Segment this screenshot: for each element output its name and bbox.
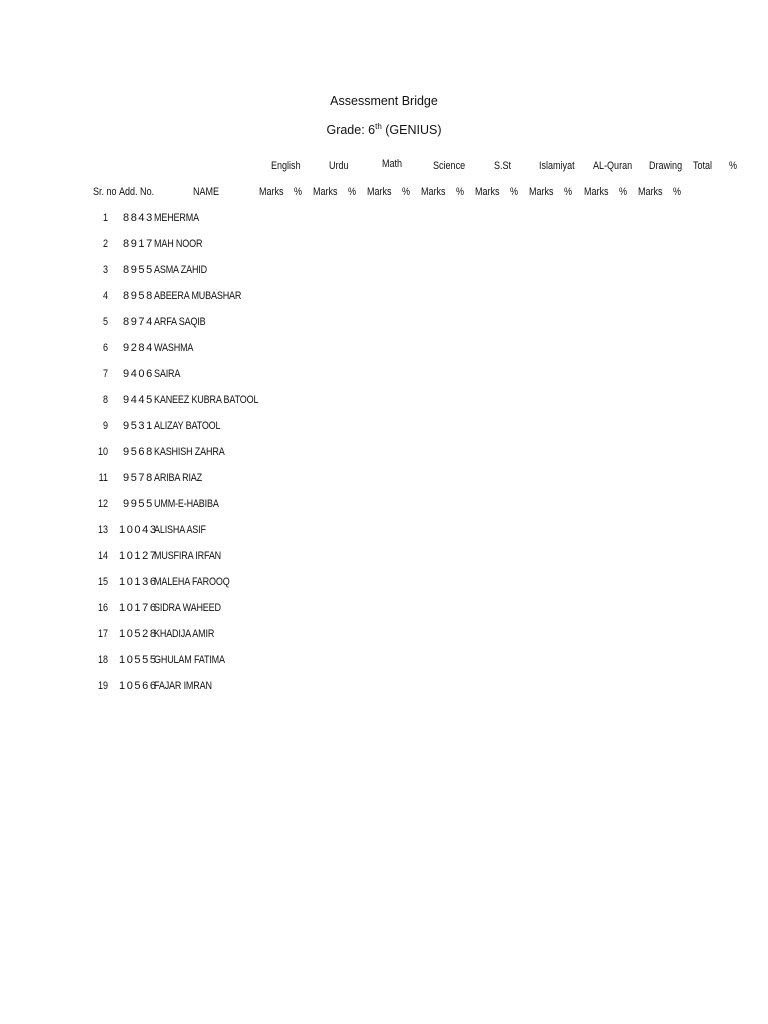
add-no-cell: 9284 <box>123 342 154 354</box>
student-name-cell: KANEEZ KUBRA BATOOL <box>154 394 259 406</box>
student-name-cell: UMM-E-HABIBA <box>154 498 219 510</box>
student-name-cell: ASMA ZAHID <box>154 264 207 276</box>
total-header: Total <box>693 160 713 172</box>
student-name-cell: SIDRA WAHEED <box>154 602 221 614</box>
student-name-cell: ARFA SAQIB <box>154 316 206 328</box>
sr-no-cell: 3 <box>102 264 108 276</box>
student-name-cell: WASHMA <box>154 342 194 354</box>
student-name-cell: MUSFIRA IRFAN <box>154 550 222 562</box>
marks-header: Marks <box>584 186 609 198</box>
subject-header: Drawing <box>649 160 683 172</box>
sr-no-cell: 1 <box>102 212 108 224</box>
sr-no-cell: 6 <box>102 342 108 354</box>
percent-header: % <box>402 186 411 198</box>
percent-header: % <box>294 186 303 198</box>
add-no-cell: 8958 <box>123 290 154 302</box>
marks-header: Marks <box>475 186 500 198</box>
subject-header: AL-Quran <box>593 160 633 172</box>
subject-header: Islamiyat <box>539 160 575 172</box>
add-no-cell: 10127 <box>119 550 158 562</box>
sr-no-cell: 18 <box>97 654 108 666</box>
sr-no-cell: 16 <box>97 602 108 614</box>
add-no-cell: 9531 <box>123 420 154 432</box>
total-percent-header: % <box>729 160 738 172</box>
add-no-cell: 10136 <box>119 576 158 588</box>
student-name-cell: KHADIJA AMIR <box>154 628 215 640</box>
add-no-header: Add. No. <box>119 186 155 198</box>
student-name-cell: ALISHA ASIF <box>154 524 206 536</box>
marks-header: Marks <box>421 186 446 198</box>
grade-superscript: th <box>375 121 382 131</box>
sr-no-cell: 5 <box>102 316 108 328</box>
sr-no-cell: 4 <box>102 290 108 302</box>
add-no-cell: 10176 <box>119 602 158 614</box>
student-name-cell: SAIRA <box>154 368 181 380</box>
student-name-cell: MAH NOOR <box>154 238 203 250</box>
sr-no-cell: 7 <box>102 368 108 380</box>
percent-header: % <box>564 186 573 198</box>
student-name-cell: MEHERMA <box>154 212 199 224</box>
student-name-cell: GHULAM FATIMA <box>154 654 225 666</box>
marks-header: Marks <box>529 186 554 198</box>
add-no-cell: 9955 <box>123 498 154 510</box>
sr-no-cell: 9 <box>102 420 108 432</box>
sr-no-cell: 10 <box>97 446 108 458</box>
student-name-cell: ALIZAY BATOOL <box>154 420 221 432</box>
sr-no-cell: 17 <box>97 628 108 640</box>
add-no-cell: 8955 <box>123 264 154 276</box>
add-no-cell: 9568 <box>123 446 154 458</box>
add-no-cell: 10528 <box>119 628 158 640</box>
page-title: Assessment Bridge <box>330 94 438 108</box>
grade-line <box>0 123 768 137</box>
sr-no-cell: 15 <box>97 576 108 588</box>
sr-no-cell: 2 <box>102 238 108 250</box>
marks-header: Marks <box>638 186 663 198</box>
add-no-cell: 9406 <box>123 368 154 380</box>
marks-header: Marks <box>259 186 284 198</box>
grade-suffix: (GENIUS) <box>381 123 442 137</box>
add-no-cell: 10566 <box>119 680 158 692</box>
student-name-cell: KASHISH ZAHRA <box>154 446 225 458</box>
student-name-cell: FAJAR IMRAN <box>154 680 212 692</box>
subject-header: Science <box>433 160 466 172</box>
sr-no-cell: 19 <box>97 680 108 692</box>
percent-header: % <box>673 186 682 198</box>
percent-header: % <box>510 186 519 198</box>
add-no-cell: 8917 <box>123 238 154 250</box>
sr-no-header: Sr. no <box>93 186 117 198</box>
add-no-cell: 9578 <box>123 472 154 484</box>
sr-no-cell: 12 <box>97 498 108 510</box>
subject-header: S.St <box>494 160 512 172</box>
percent-header: % <box>456 186 465 198</box>
student-name-cell: MALEHA FAROOQ <box>154 576 230 588</box>
grade-prefix: Grade: 6 <box>326 123 376 137</box>
student-name-cell: ARIBA RIAZ <box>154 472 202 484</box>
percent-header: % <box>348 186 357 198</box>
add-no-cell: 9445 <box>123 394 154 406</box>
marks-header: Marks <box>367 186 392 198</box>
percent-header: % <box>619 186 628 198</box>
add-no-cell: 10555 <box>119 654 158 666</box>
marks-header: Marks <box>313 186 338 198</box>
name-header: NAME <box>193 186 220 198</box>
sr-no-cell: 13 <box>97 524 108 536</box>
student-name-cell: ABEERA MUBASHAR <box>154 290 242 302</box>
add-no-cell: 8843 <box>123 212 154 224</box>
subject-header: English <box>271 160 301 172</box>
subject-header: Urdu <box>329 160 349 172</box>
add-no-cell: 10043 <box>119 524 158 536</box>
subject-header: Math <box>382 158 403 170</box>
sr-no-cell: 14 <box>97 550 108 562</box>
add-no-cell: 8974 <box>123 316 154 328</box>
sr-no-cell: 8 <box>102 394 108 406</box>
sr-no-cell: 11 <box>98 472 108 484</box>
